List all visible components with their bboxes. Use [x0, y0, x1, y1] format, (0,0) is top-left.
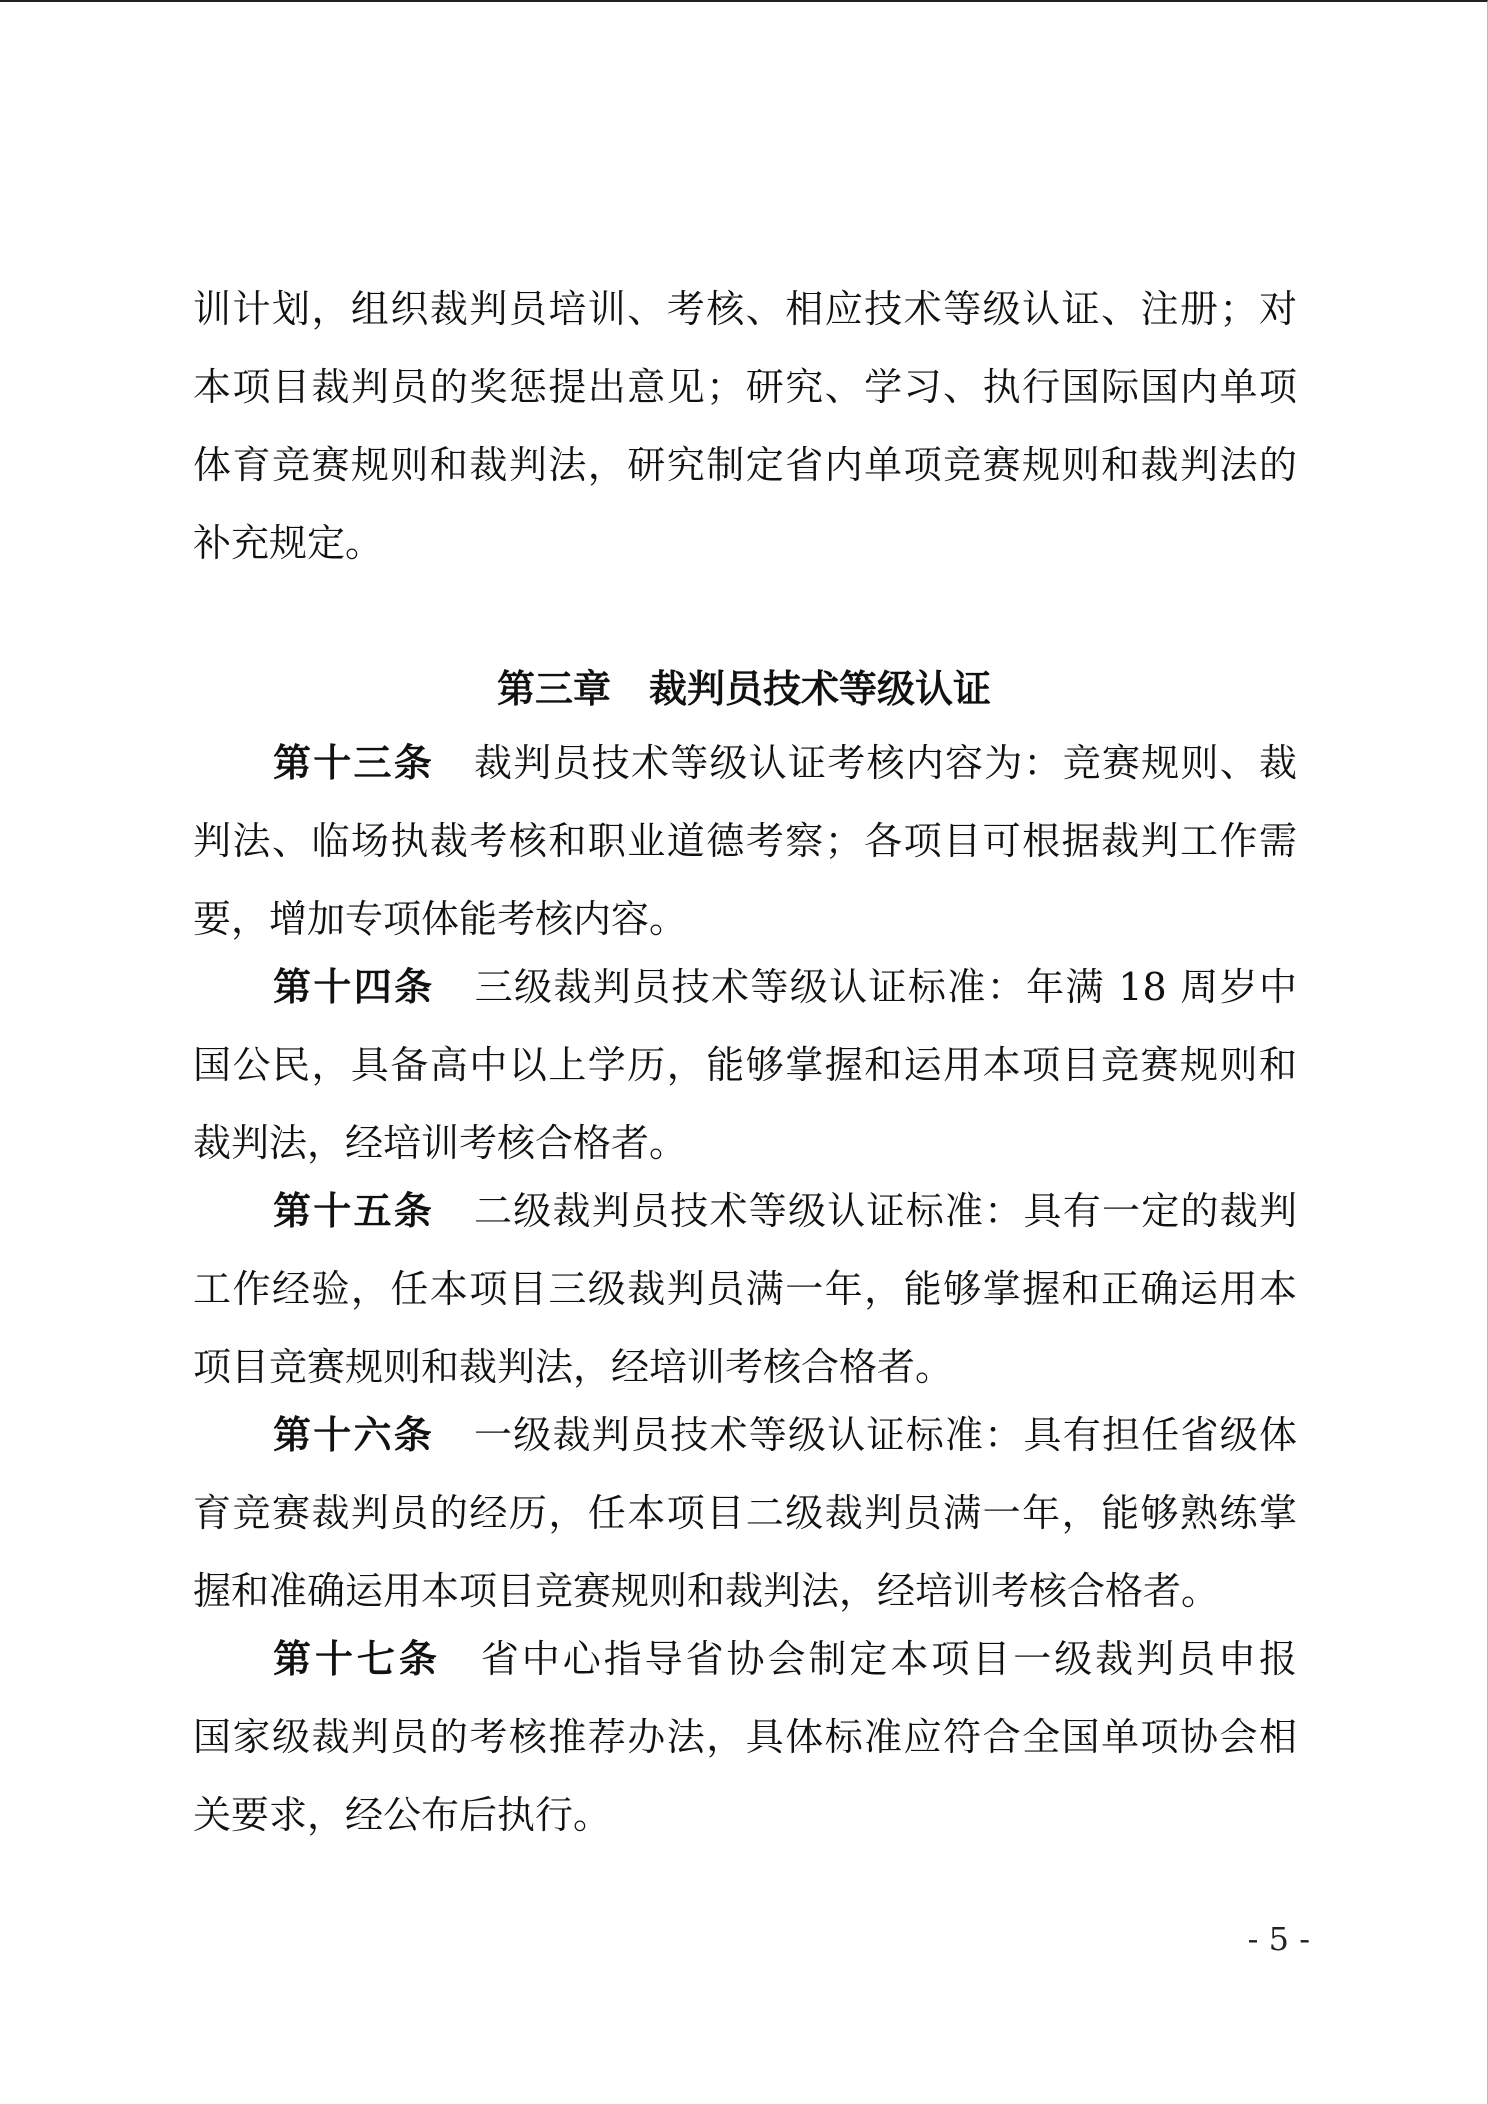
- article-13-line-1: [273, 724, 1297, 802]
- article-13-text-1: 裁判员技术等级认证考核内容为：竞赛规则、裁: [474, 741, 1297, 785]
- article-13-line-3: 要，增加专项体能考核内容。: [193, 897, 688, 941]
- article-14-line-1: [273, 948, 1297, 1026]
- chapter-title: 第三章 裁判员技术等级认证: [496, 667, 991, 711]
- article-13-line-2: 判法、临场执裁考核和职业道德考察；各项目可根据裁判工作需: [193, 819, 1297, 863]
- intro-line-2: 本项目裁判员的奖惩提出意见；研究、学习、执行国际国内单项: [193, 365, 1297, 409]
- article-15-line-3: 项目竞赛规则和裁判法，经培训考核合格者。: [193, 1345, 954, 1389]
- article-14-text-1: 三级裁判员技术等级认证标准：年满 18 周岁中: [474, 965, 1297, 1009]
- article-17-text-1: 省中心指导省协会制定本项目一级裁判员申报: [480, 1637, 1297, 1681]
- article-16-line-3: 握和准确运用本项目竞赛规则和裁判法，经培训考核合格者。: [193, 1569, 1220, 1613]
- article-17-line-3: 关要求，经公布后执行。: [193, 1793, 612, 1837]
- article-14-label: 第十四条: [273, 965, 435, 1009]
- intro-line-1: 训计划，组织裁判员培训、考核、相应技术等级认证、注册；对: [193, 287, 1297, 331]
- article-16-label: 第十六条: [273, 1413, 434, 1457]
- article-17-label: 第十七条: [273, 1637, 441, 1681]
- article-15-line-2: 工作经验，任本项目三级裁判员满一年，能够掌握和正确运用本: [193, 1267, 1297, 1311]
- article-16-line-2: 育竞赛裁判员的经历，任本项目二级裁判员满一年，能够熟练掌: [193, 1491, 1297, 1535]
- article-15-label: 第十五条: [273, 1189, 434, 1233]
- intro-line-3: 体育竞赛规则和裁判法，研究制定省内单项竞赛规则和裁判法的: [193, 443, 1297, 487]
- page-number: - 5 -: [1247, 1920, 1310, 1958]
- article-16-line-1: [273, 1396, 1297, 1474]
- article-14-line-3: 裁判法，经培训考核合格者。: [193, 1121, 688, 1165]
- article-13-label: 第十三条: [273, 741, 434, 785]
- article-14-line-2: 国公民，具备高中以上学历，能够掌握和运用本项目竞赛规则和: [193, 1043, 1297, 1087]
- article-15-line-1: [273, 1172, 1297, 1250]
- article-17-line-2: 国家级裁判员的考核推荐办法，具体标准应符合全国单项协会相: [193, 1715, 1297, 1759]
- article-16-text-1: 一级裁判员技术等级认证标准：具有担任省级体: [474, 1413, 1297, 1457]
- article-17-line-1: [273, 1620, 1297, 1698]
- article-15-text-1: 二级裁判员技术等级认证标准：具有一定的裁判: [474, 1189, 1297, 1233]
- intro-line-4: 补充规定。: [193, 521, 384, 565]
